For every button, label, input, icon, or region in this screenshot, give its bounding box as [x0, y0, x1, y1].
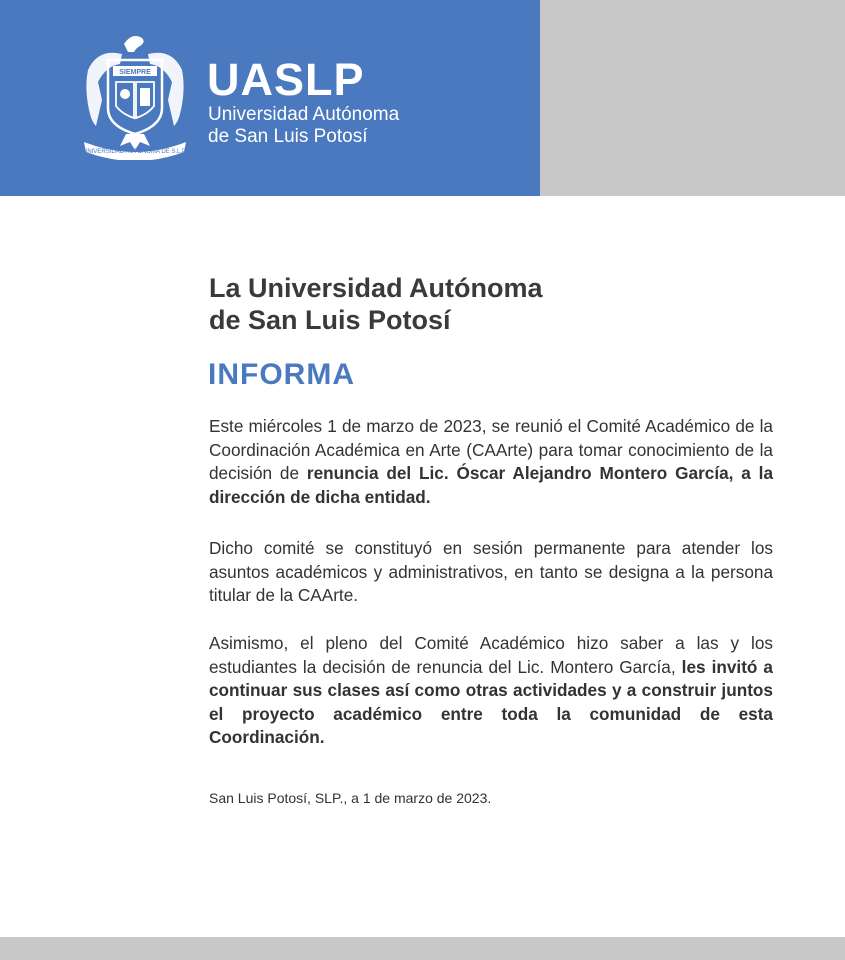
signoff-date: San Luis Potosí, SLP., a 1 de marzo de 2023. [209, 790, 492, 806]
svg-text:UNIVERSIDAD AUTONOMA DE S.L.P.: UNIVERSIDAD AUTONOMA DE S.L.P. [83, 149, 187, 155]
paragraph-meeting-text: Este miércoles 1 de marzo de 2023, se reunió el Comité Académico de la Coordinación Académica en Arte (CAArte) para tomar conocimiento de la decisión de [209, 416, 773, 483]
header-gray-block [540, 0, 845, 196]
title-line2: de San Luis Potosí [209, 305, 451, 335]
paragraph-students [209, 632, 773, 750]
brand-acronym: UASLP [207, 54, 365, 105]
paragraph-meeting-bold: renuncia del Lic. Óscar Alejandro Montero García, a la dirección de dicha entidad. [209, 463, 774, 507]
uaslp-seal-logo [80, 30, 190, 160]
paragraph-students-bold: les invitó a continuar sus clases así como otras actividades y a construir juntos el proyecto académico entre toda la comunidad de esta Coordinación. [209, 656, 773, 747]
document-title [209, 272, 769, 336]
paragraph-committee-text: Dicho comité se constituyó en sesión permanente para atender los asuntos académicos y administrativos, en tanto se designa a la persona titular de la CAArte. [209, 538, 773, 605]
footer-bar [0, 937, 845, 960]
title-line1: La Universidad Autónoma [209, 273, 543, 303]
brand-name-line2: de San Luis Potosí [208, 126, 368, 147]
paragraph-meeting [209, 415, 773, 509]
informa-heading: INFORMA [208, 358, 355, 391]
paragraph-students-text: Asimismo, el pleno del Comité Académico hizo saber a las y los estudiantes la decisión de renuncia del Lic. Montero García, [209, 633, 773, 677]
brand-fullname [208, 104, 508, 148]
paragraph-committee [209, 537, 773, 608]
brand-name-line1: Universidad Autónoma [208, 104, 400, 125]
svg-text:SIEMPRE: SIEMPRE [119, 69, 151, 76]
